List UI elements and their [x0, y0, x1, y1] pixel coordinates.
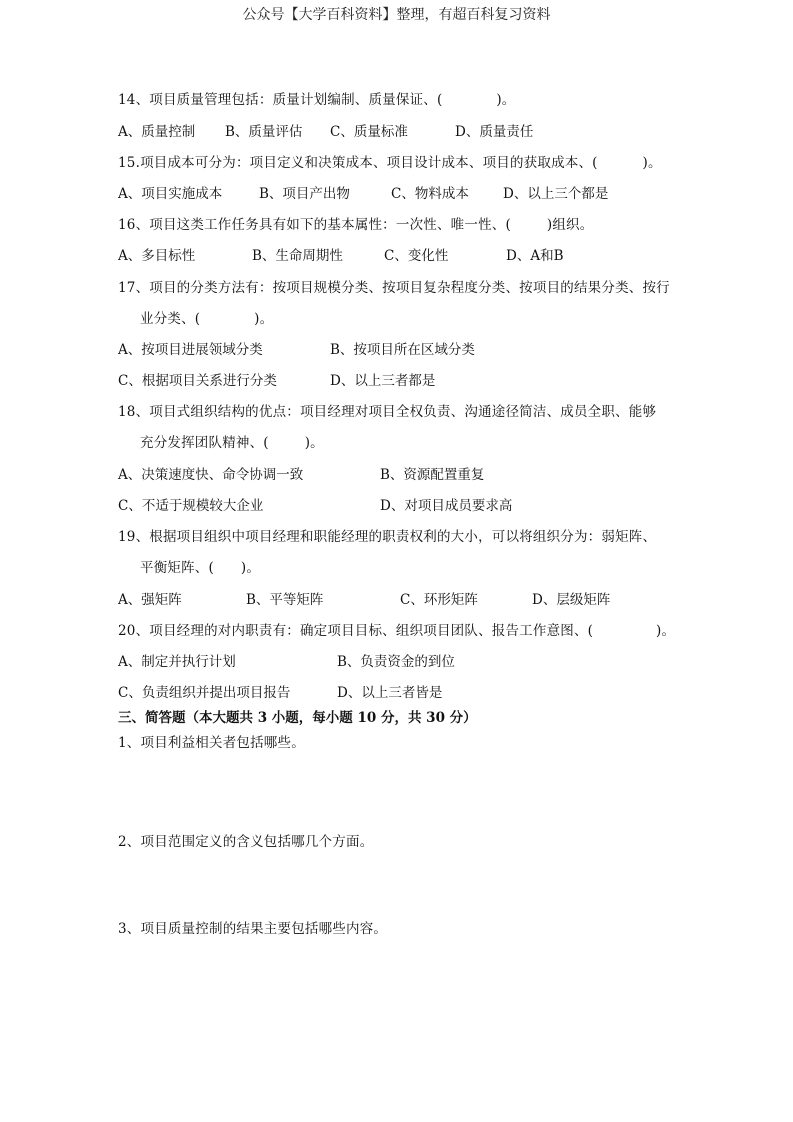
question-15-option-d: D、以上三个都是 [503, 186, 609, 202]
question-14-option-c: C、质量标准 [330, 124, 408, 140]
question-17-stem-line-1: 17、项目的分类方法有：按项目规模分类、按项目复杂程度分类、按项目的结果分类、按行 [118, 280, 670, 296]
question-16-stem: 16、项目这类工作任务具有如下的基本属性：一次性、唯一性、( )组织。 [118, 217, 594, 233]
page-header: 公众号【大学百科资料】整理，有超百科复习资料 [242, 7, 551, 23]
question-18-stem-line-1: 18、项目式组织结构的优点：项目经理对项目全权负责、沟通途径简洁、成员全职、能够 [118, 404, 657, 420]
short-answer-1: 1、项目利益相关者包括哪些。 [118, 735, 305, 751]
question-16-option-c: C、变化性 [384, 248, 449, 264]
question-17-option-b: B、按项目所在区域分类 [330, 342, 475, 358]
question-15-option-a: A、项目实施成本 [118, 186, 223, 202]
question-14-stem: 14、项目质量管理包括：质量计划编制、质量保证、( )。 [118, 92, 516, 108]
question-15-stem: 15.项目成本可分为：项目定义和决策成本、项目设计成本、项目的获取成本、( )。 [118, 155, 662, 171]
section-title: 三、简答题（本大题共 3 小题，每小题 10 分，共 30 分） [118, 710, 477, 726]
short-answer-3: 3、项目质量控制的结果主要包括哪些内容。 [118, 921, 388, 937]
question-20-option-a: A、制定并执行计划 [118, 654, 236, 670]
question-16-option-a: A、多目标性 [118, 248, 196, 264]
question-14-option-a: A、质量控制 [118, 124, 196, 140]
question-14-option-d: D、质量责任 [455, 124, 534, 140]
question-19-option-d: D、层级矩阵 [532, 592, 611, 608]
question-20-option-c: C、负责组织并提出项目报告 [118, 685, 291, 701]
question-16-option-d: D、A和B [506, 248, 564, 264]
question-20-stem: 20、项目经理的对内职责有：确定项目目标、组织项目团队、报告工作意图、( )。 [118, 623, 676, 639]
question-17-option-a: A、按项目进展领域分类 [118, 342, 263, 358]
question-16-option-b: B、生命周期性 [252, 248, 343, 264]
question-20-option-b: B、负责资金的到位 [337, 654, 455, 670]
question-18-option-a: A、决策速度快、命令协调一致 [118, 467, 304, 483]
question-17-stem-line-2: 业分类、( )。 [140, 311, 274, 327]
question-17-option-d: D、以上三者都是 [330, 373, 436, 389]
question-15-option-c: C、物料成本 [391, 186, 469, 202]
question-18-stem-line-2: 充分发挥团队精神、( )。 [140, 435, 324, 451]
question-19-option-b: B、平等矩阵 [246, 592, 324, 608]
question-18-option-d: D、对项目成员要求高 [380, 498, 513, 514]
question-19-stem-line-1: 19、根据项目组织中项目经理和职能经理的职责权利的大小，可以将组织分为：弱矩阵、 [118, 529, 657, 545]
question-17-option-c: C、根据项目关系进行分类 [118, 373, 277, 389]
question-19-stem-line-2: 平衡矩阵、( )。 [140, 560, 261, 576]
question-15-option-b: B、项目产出物 [259, 186, 350, 202]
question-18-option-c: C、不适于规模较大企业 [118, 498, 264, 514]
question-19-option-a: A、强矩阵 [118, 592, 182, 608]
question-20-option-d: D、以上三者皆是 [337, 685, 443, 701]
question-14-option-b: B、质量评估 [225, 124, 303, 140]
question-19-option-c: C、环形矩阵 [400, 592, 478, 608]
short-answer-2: 2、项目范围定义的含义包括哪几个方面。 [118, 834, 374, 850]
question-18-option-b: B、资源配置重复 [380, 467, 485, 483]
